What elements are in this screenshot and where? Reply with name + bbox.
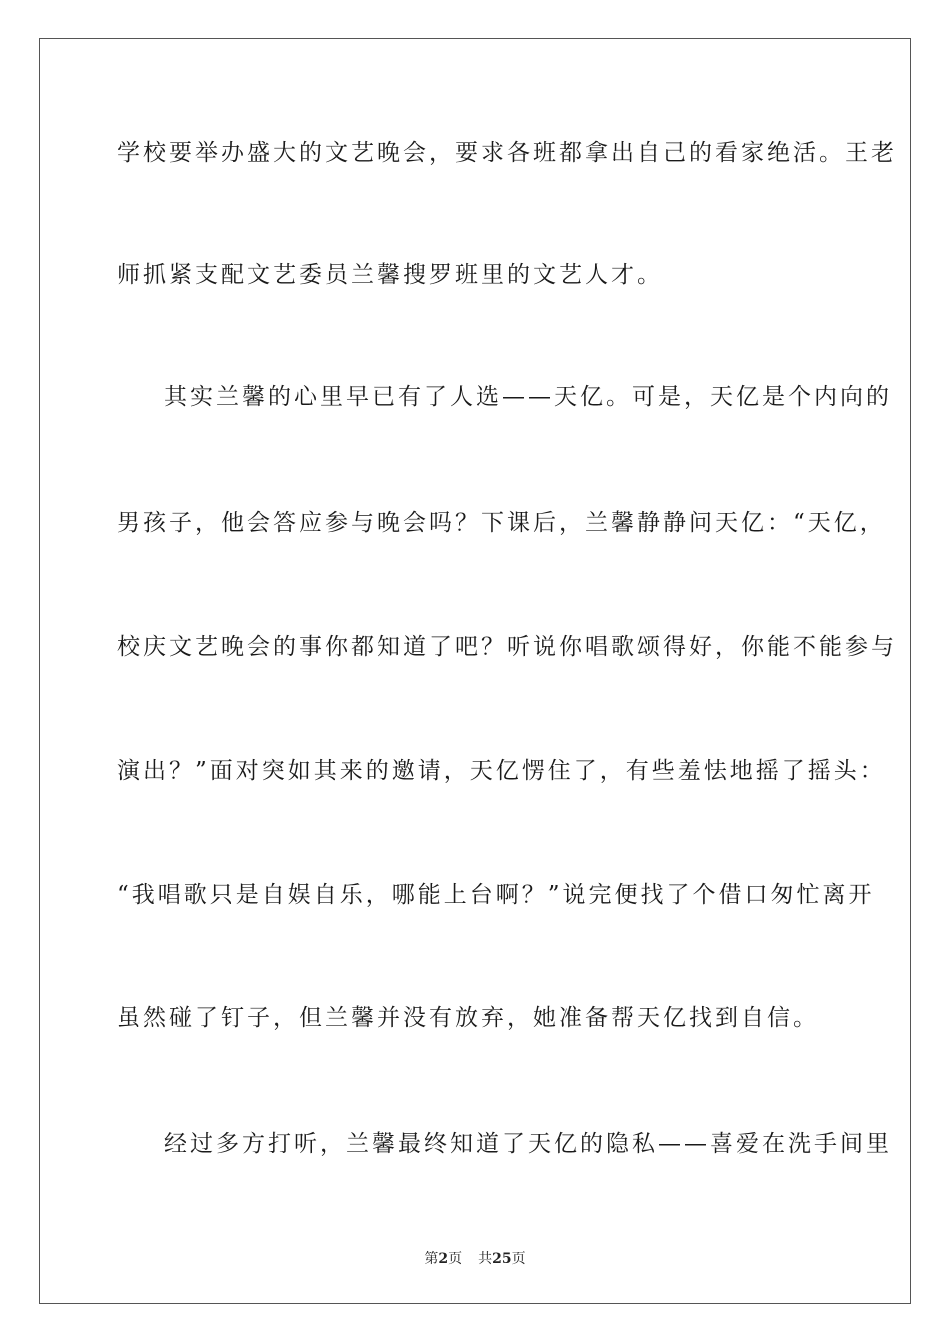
paragraph-line-2: 师抓紧支配文艺委员兰馨搜罗班里的文艺人才。: [117, 262, 663, 288]
paragraph-line-3: 其实兰馨的心里早已有了人选——天亿。可是，天亿是个内向的: [164, 384, 892, 410]
footer-page-number: 2: [438, 1251, 449, 1267]
paragraph-line-4: 男孩子，他会答应参与晚会吗？下课后，兰馨静静问天亿：“天亿，: [117, 510, 886, 536]
page-border: [39, 38, 911, 1304]
paragraph-line-9: 经过多方打听，兰馨最终知道了天亿的隐私——喜爱在洗手间里: [164, 1131, 892, 1157]
footer-total-suffix: 页: [511, 1251, 526, 1267]
paragraph-line-5: 校庆文艺晚会的事你都知道了吧？听说你唱歌颂得好，你能不能参与: [117, 634, 897, 660]
footer-page-suffix: 页: [448, 1251, 463, 1267]
paragraph-line-8: 虽然碰了钉子，但兰馨并没有放弃，她准备帮天亿找到自信。: [117, 1005, 819, 1031]
page-footer: [0, 1248, 950, 1268]
footer-page-prefix: 第: [424, 1251, 439, 1267]
paragraph-line-7: “我唱歌只是自娱自乐，哪能上台啊？”说完便找了个借口匆忙离开: [117, 882, 875, 908]
paragraph-line-6: 演出？”面对突如其来的邀请，天亿愣住了，有些羞怯地摇了摇头：: [117, 758, 886, 784]
footer-total-prefix: 共: [478, 1251, 493, 1267]
footer-total-pages: 25: [492, 1251, 512, 1267]
paragraph-line-1: 学校要举办盛大的文艺晚会，要求各班都拿出自己的看家绝活。王老: [117, 140, 897, 166]
